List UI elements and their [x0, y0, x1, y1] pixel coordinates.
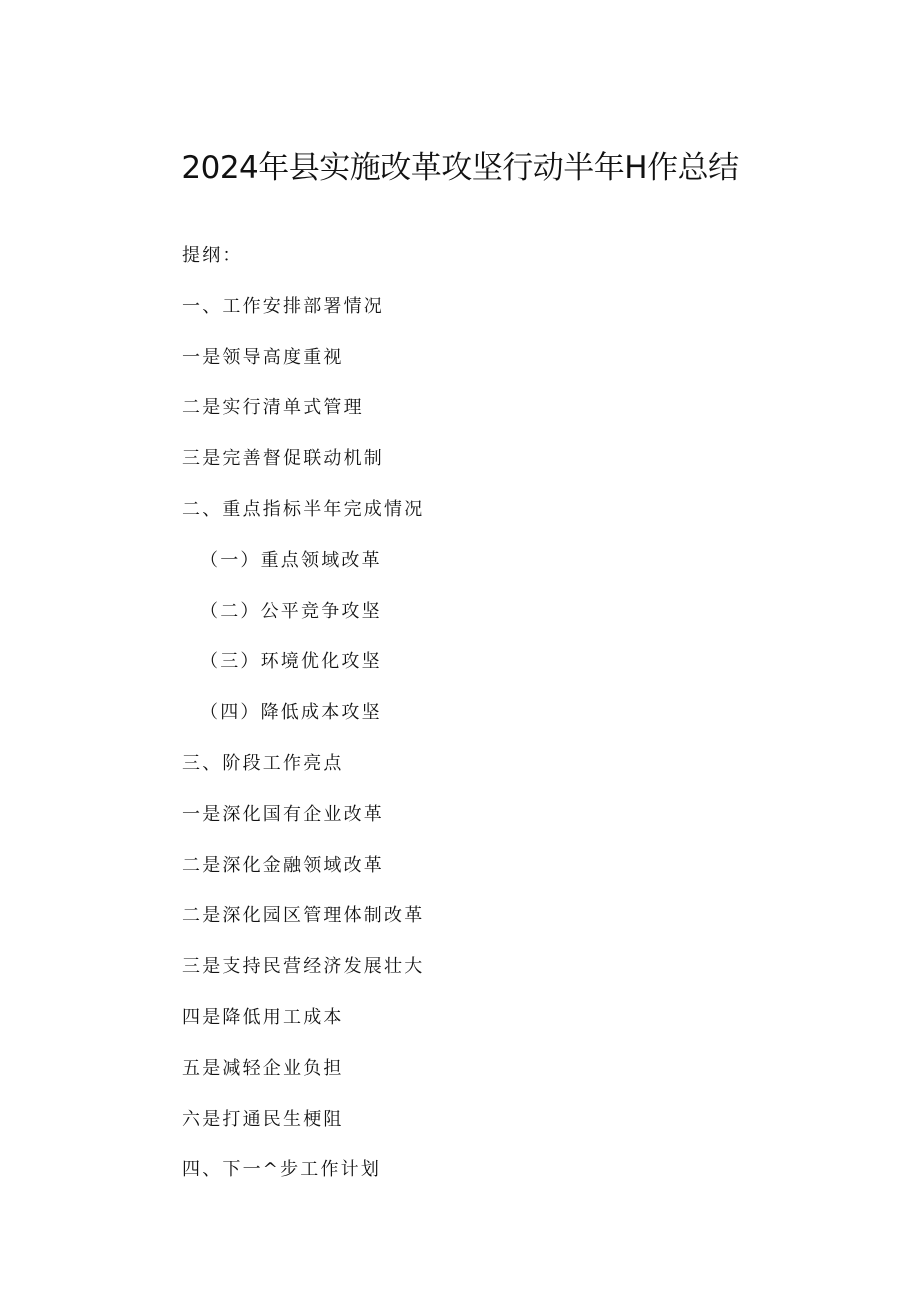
- outline-item: 一是深化国有企业改革: [182, 803, 384, 825]
- outline-item: 三是完善督促联动机制: [182, 448, 384, 470]
- outline-item: 二是实行清单式管理: [182, 397, 364, 419]
- outline-item: 一是领导高度重视: [182, 346, 344, 368]
- outline-item: 二是深化园区管理体制改革: [182, 905, 425, 927]
- outline-heading: 提纲：: [182, 245, 243, 266]
- outline-list: [182, 243, 424, 1208]
- document-title: 2024年县实施改革攻坚行动半年H作总结: [181, 150, 739, 186]
- outline-section-3: 三、阶段工作亮点: [182, 752, 344, 774]
- outline-subsection: （二）公平竞争攻坚: [200, 600, 382, 622]
- outline-item: 四是降低用工成本: [182, 1006, 344, 1028]
- outline-subsection: （四）降低成本攻坚: [200, 702, 382, 724]
- outline-subsection: （一）重点领域改革: [200, 549, 382, 571]
- outline-item: 五是减轻企业负担: [182, 1057, 344, 1079]
- outline-item: 三是支持民营经济发展壮大: [182, 956, 425, 978]
- outline-item: 六是打通民生梗阻: [182, 1108, 344, 1130]
- outline-section-4: 四、下一^步工作计划: [182, 1159, 382, 1181]
- outline-section-2: 二、重点指标半年完成情况: [182, 498, 425, 520]
- outline-subsection: （三）环境优化攻坚: [200, 651, 382, 673]
- outline-section-1: 一、工作安排部署情况: [182, 295, 384, 317]
- outline-item: 二是深化金融领域改革: [182, 854, 384, 876]
